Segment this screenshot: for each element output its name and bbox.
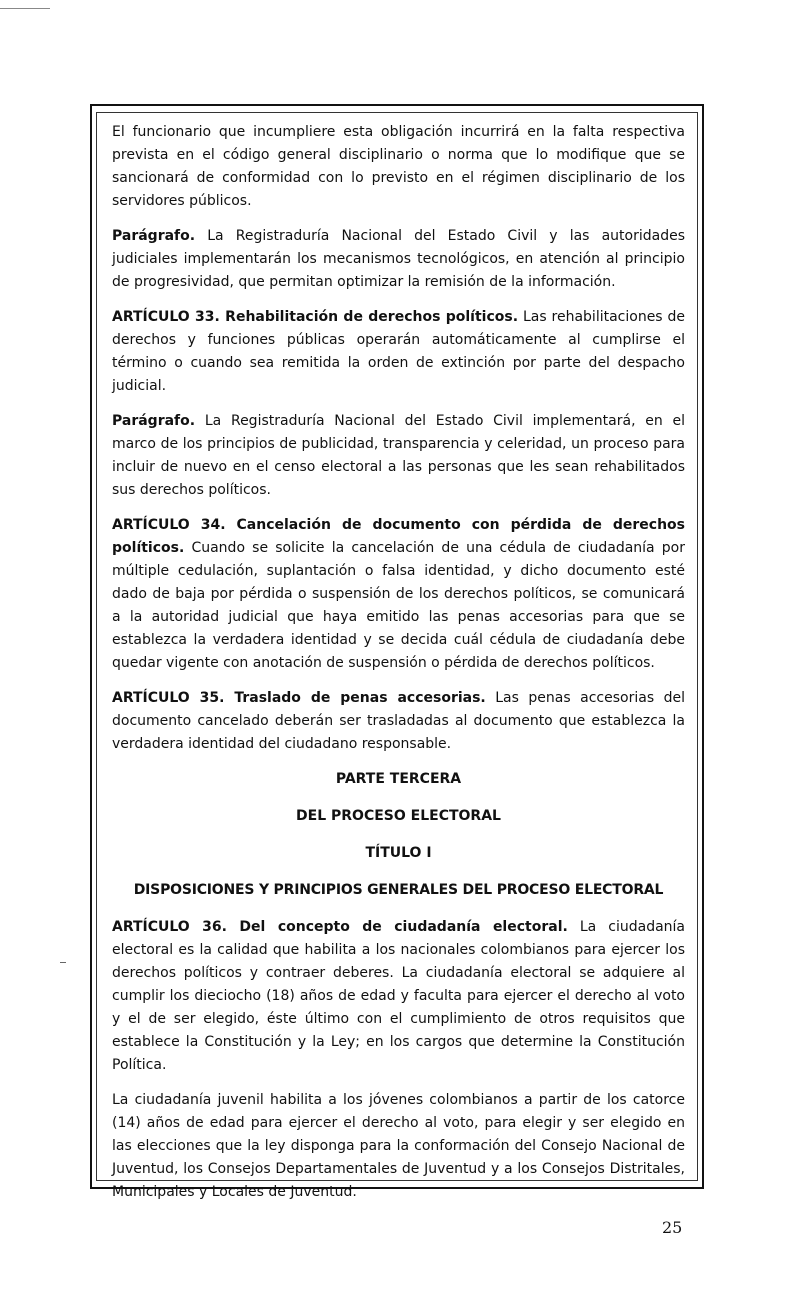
paragrafo-label: Parágrafo. bbox=[112, 413, 196, 429]
paragrafo-label: Parágrafo. bbox=[112, 228, 196, 244]
article-33-text: Las rehabilitaciones de derechos y funciones públicas operarán automáticamente al cumplirse el término o cuando sea remitida la orden de extinción por parte del despacho judicial. bbox=[112, 309, 686, 394]
paragraph-text: La Registraduría Nacional del Estado Civil y las autoridades judiciales implementarán los mecanismos tecnológicos, en atención al principio de progresividad, que permitan optimizar la remisión de la información. bbox=[112, 228, 685, 290]
scan-edge-mark bbox=[0, 8, 50, 9]
article-36 bbox=[112, 916, 685, 1077]
paragraph-text: La Registraduría Nacional del Estado Civil implementará, en el marco de los principios de publicidad, transparencia y celeridad, un proceso para incluir de nuevo en el censo electoral a las personas que les sean rehabilitados sus derechos políticos. bbox=[112, 413, 685, 498]
paragraph-paragrafo-1 bbox=[112, 225, 685, 294]
article-36-title: ARTÍCULO 36. Del concepto de ciudadanía electoral. bbox=[112, 919, 568, 935]
paragraph-text: El funcionario que incumpliere esta obligación incurrirá en la falta respectiva prevista en el código general disciplinario o norma que lo modifique que se sancionará de conformidad con lo previsto en el régimen disciplinario de los servidores públicos. bbox=[112, 124, 685, 209]
document-body bbox=[112, 121, 685, 1216]
paragraph-ciudadania-juvenil bbox=[112, 1089, 685, 1204]
article-33 bbox=[112, 306, 685, 398]
margin-mark bbox=[60, 962, 66, 963]
page-number: 25 bbox=[662, 1218, 683, 1237]
article-35 bbox=[112, 687, 685, 756]
article-33-title: ARTÍCULO 33. Rehabilitación de derechos políticos. bbox=[112, 309, 519, 325]
article-34-text: Cuando se solicite la cancelación de una cédula de ciudadanía por múltiple cedulación, suplantación o falsa identidad, y dicho documento esté dado de baja por pérdida o suspensión de los derechos políticos, se comunicará a la autoridad judicial que haya emitido las penas accesorias para que se establezca la verdadera identidad y se decida cuál cédula de ciudadanía debe quedar vigente con anotación de suspensión o pérdida de derechos políticos. bbox=[112, 540, 685, 671]
article-36-text: La ciudadanía electoral es la calidad que habilita a los nacionales colombianos para ejercer los derechos políticos y contraer deberes. La ciudadanía electoral se adquiere al cumplir los dieciocho (18) años de edad y faculta para ejercer el derecho al voto y el de ser elegido, éste último con el cumplimiento de otros requisitos que establece la Constitución y la Ley; en los cargos que determine la Constitución Política. bbox=[112, 919, 686, 1073]
heading-parte-tercera: PARTE TERCERA bbox=[335, 771, 462, 787]
article-35-text: Las penas accesorias del documento cancelado deberán ser trasladadas al documento que establezca la verdadera identidad del ciudadano responsable. bbox=[112, 690, 685, 752]
paragraph-paragrafo-2 bbox=[112, 410, 685, 502]
heading-titulo-i: TÍTULO I bbox=[365, 845, 432, 861]
article-34-title: ARTÍCULO 34. Cancelación de documento con pérdida de derechos políticos. bbox=[112, 517, 685, 556]
paragraph-obligation bbox=[112, 121, 685, 213]
heading-disposiciones: DISPOSICIONES Y PRINCIPIOS GENERALES DEL PROCESO ELECTORAL bbox=[133, 882, 664, 898]
article-34 bbox=[112, 514, 685, 675]
article-35-title: ARTÍCULO 35. Traslado de penas accesorias. bbox=[112, 690, 486, 706]
paragraph-text: La ciudadanía juvenil habilita a los jóvenes colombianos a partir de los catorce (14) años de edad para ejercer el derecho al voto, para elegir y ser elegido en las elecciones que la ley disponga para la conformación del Consejo Nacional de Juventud, los Consejos Departamentales de Juventud y a los Consejos Distritales, Municipales y Locales de Juventud. bbox=[112, 1092, 685, 1200]
heading-proceso-electoral: DEL PROCESO ELECTORAL bbox=[296, 808, 501, 824]
